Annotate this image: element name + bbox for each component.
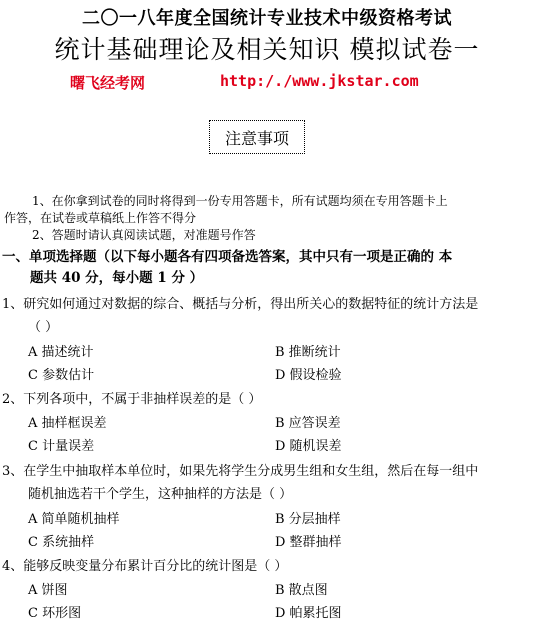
- notice-line-1a: 1、在你拿到试卷的同时将得到一份专用答题卡，所有试题均须在专用答题卡上: [32, 194, 448, 208]
- question-3-option-a: A 简单随机抽样: [28, 512, 120, 527]
- section-heading: 一、单项选择题（以下每小题各有四项备选答案，其中只有一项是正确的 本: [2, 249, 453, 265]
- question-4-option-a: A 饼图: [28, 583, 68, 598]
- exam-title: 二〇一八年度全国统计专业技术中级资格考试: [82, 8, 452, 29]
- website-link[interactable]: http:/./www.jkstar.com: [220, 72, 419, 90]
- paper-title: 统计基础理论及相关知识 模拟试卷一: [54, 35, 480, 64]
- question-1-option-a: A 描述统计: [28, 345, 94, 360]
- question-4-option-b: B 散点图: [275, 583, 328, 598]
- question-2-option-b: B 应答误差: [275, 416, 341, 431]
- question-2-text: 2、下列各项中，不属于非抽样误差的是（ ）: [2, 392, 262, 407]
- question-2-option-a: A 抽样框误差: [28, 416, 107, 431]
- question-1-blank: （ ）: [28, 320, 59, 335]
- question-3-option-d: D 整群抽样: [275, 535, 342, 550]
- question-1-option-d: D 假设检验: [275, 368, 342, 383]
- notice-line-2: 2、答题时请认真阅读试题，对准题号作答: [32, 228, 256, 242]
- question-3-option-b: B 分层抽样: [275, 512, 341, 527]
- notice-line-1b: 作答，在试卷或草稿纸上作答不得分: [4, 211, 197, 225]
- question-2-option-d: D 随机误差: [275, 439, 342, 454]
- question-3-text-cont: 随机抽选若干个学生，这种抽样的方法是（ ）: [28, 487, 293, 502]
- question-4-text: 4、能够反映变量分布累计百分比的统计图是（ ）: [2, 559, 288, 574]
- notice-title: 注意事项: [209, 120, 305, 154]
- question-4-option-d: D 帕累托图: [275, 606, 342, 621]
- question-1-text: 1、研究如何通过对数据的综合、概括与分析，得出所关心的数据特征的统计方法是: [2, 297, 479, 312]
- question-4-option-c: C 环形图: [28, 606, 82, 621]
- question-1-option-b: B 推断统计: [275, 345, 341, 360]
- section-heading-cont: 题共 40 分，每小题 1 分 ）: [30, 270, 204, 286]
- question-2-option-c: C 计量误差: [28, 439, 95, 454]
- question-1-option-c: C 参数估计: [28, 368, 95, 383]
- question-3-text: 3、在学生中抽取样本单位时，如果先将学生分成男生组和女生组，然后在每一组中: [2, 464, 479, 479]
- brand-name: 曙飞经考网: [70, 74, 146, 92]
- question-3-option-c: C 系统抽样: [28, 535, 95, 550]
